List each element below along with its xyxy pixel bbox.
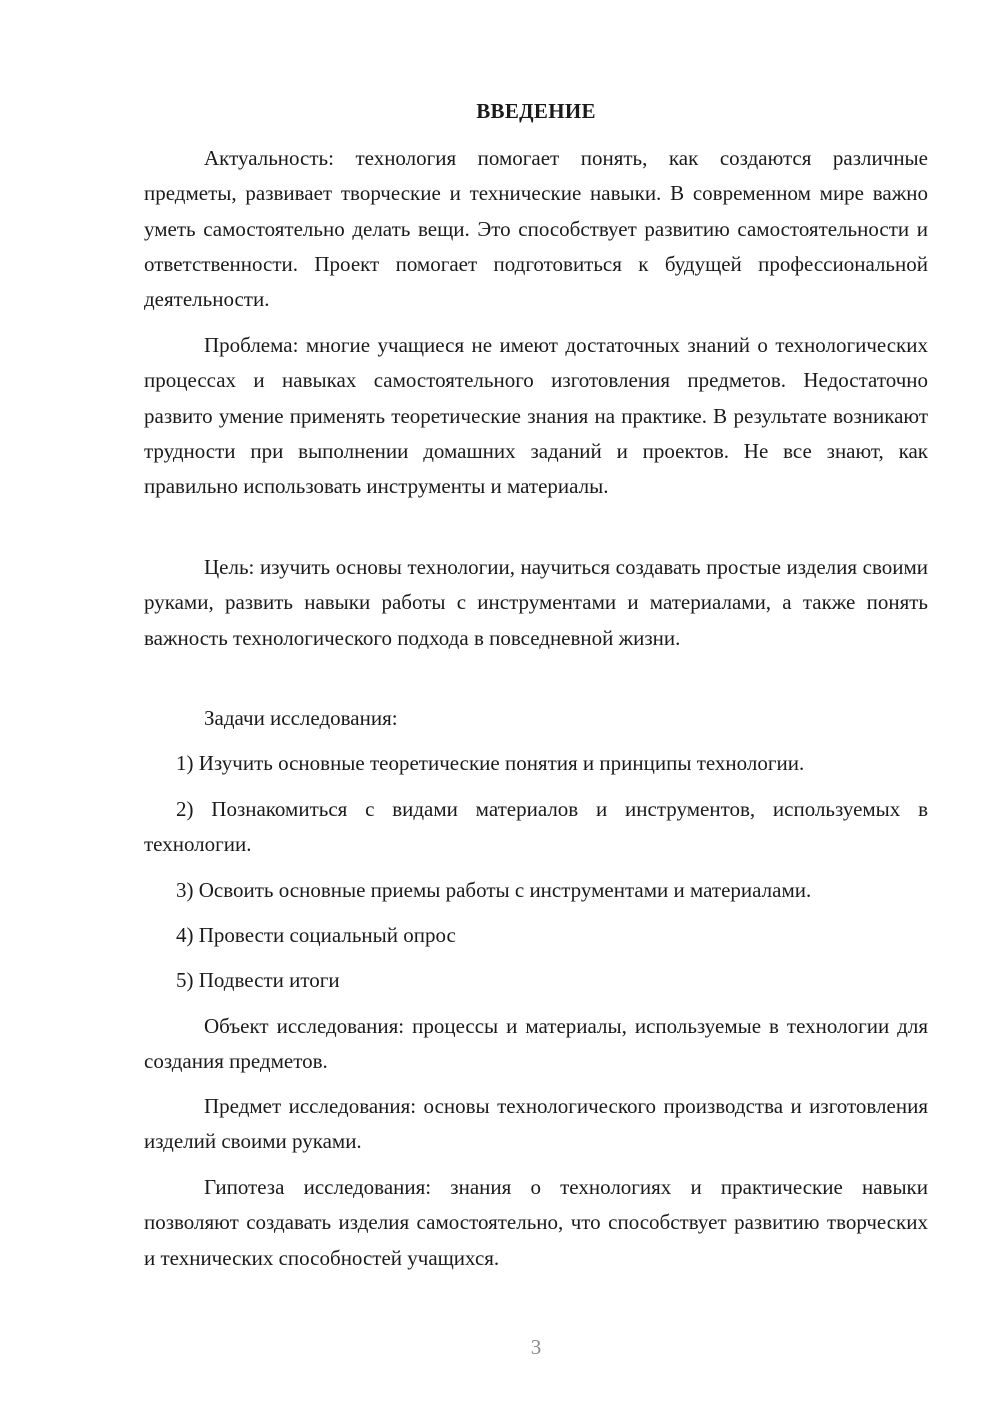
task-item-1: 1) Изучить основные теоретические понятия и принципы технологии. — [176, 751, 805, 775]
paragraph-relevance: Актуальность: технология помогает понять, как создаются различные предметы, развивает творческие и технические навыки. В современном мире важно уметь самостоятельно делать вещи. Это способствует развитию самостоятельности и ответственности. Проект помогает подготовиться к будущей профессиональной деятельности. — [144, 146, 928, 312]
tasks-heading: Задачи исследования: — [204, 706, 398, 730]
task-item-2: 2) Познакомиться с видами материалов и инструментов, используемых в технологии. — [144, 797, 928, 857]
paragraph-problem: Проблема: многие учащиеся не имеют достаточных знаний о технологических процессах и навыках самостоятельного изготовления предметов. Недостаточно развито умение применять теоретические знания на практике. В результате возникают трудности при выполнении домашних заданий и проектов. Не все знают, как правильно использовать инструменты и материалы. — [144, 333, 928, 499]
task-item-5: 5) Подвести итоги — [176, 968, 340, 992]
task-item-3: 3) Освоить основные приемы работы с инструментами и материалами. — [176, 878, 812, 902]
paragraph-subject: Предмет исследования: основы технологического производства и изготовления изделий своими руками. — [144, 1094, 928, 1154]
paragraph-hypothesis: Гипотеза исследования: знания о технологиях и практические навыки позволяют создавать изделия самостоятельно, что способствует развитию творческих и технических способностей учащихся. — [144, 1175, 928, 1270]
paragraph-goal: Цель: изучить основы технологии, научиться создавать простые изделия своими руками, развить навыки работы с инструментами и материалами, а также понять важность технологического подхода в повседневной жизни. — [144, 555, 928, 650]
task-item-4: 4) Провести социальный опрос — [176, 923, 456, 947]
page-number: 3 — [530, 1335, 542, 1359]
paragraph-object: Объект исследования: процессы и материалы, используемые в технологии для создания предметов. — [144, 1014, 928, 1074]
page-title: ВВЕДЕНИЕ — [476, 99, 596, 123]
